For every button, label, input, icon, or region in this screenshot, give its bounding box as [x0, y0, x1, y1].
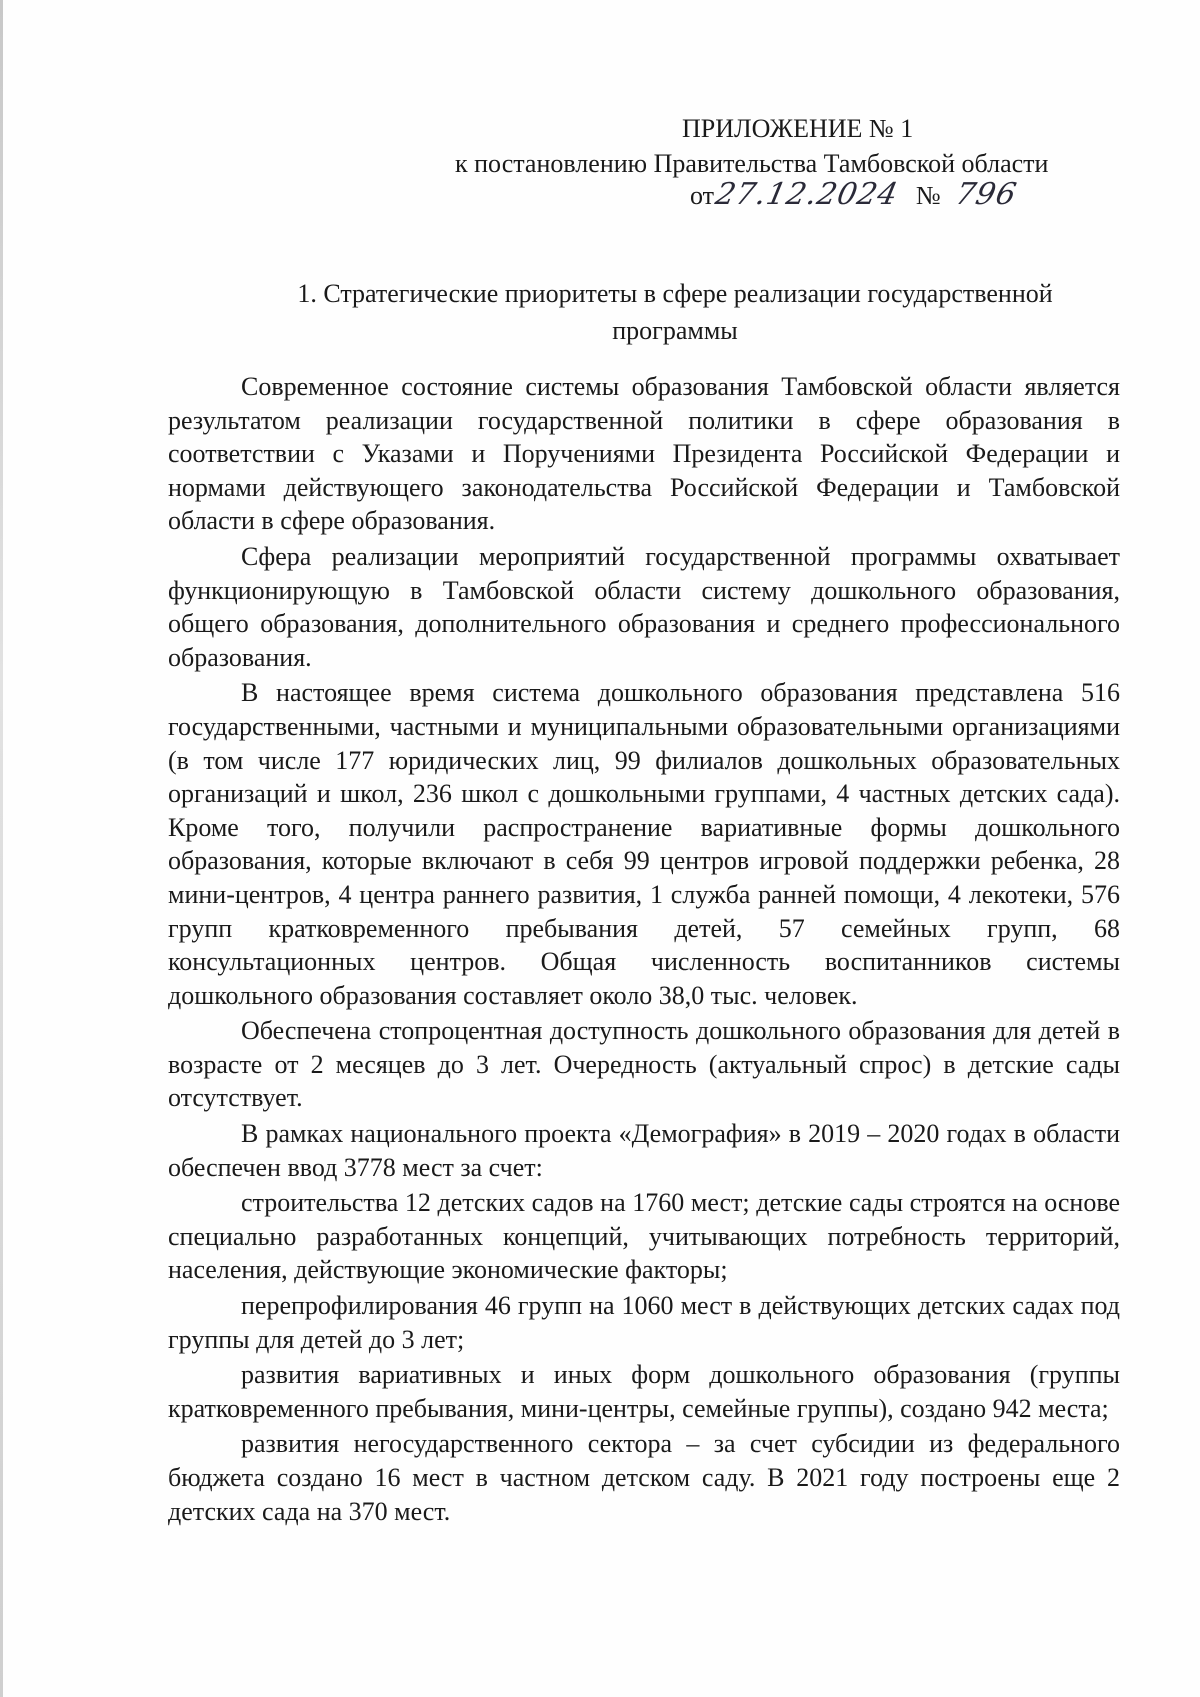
section-title: 1. Стратегические приоритеты в сфере реализации государственной программы: [297, 279, 1053, 345]
paragraph: В рамках национального проекта «Демография» в 2019 – 2020 годах в области обеспечен ввод 3778 мест за счет:: [168, 1119, 1120, 1182]
paragraph: развития вариативных и иных форм дошкольного образования (группы кратковременного пребывания, мини-центры, семейные группы), создано 942 места;: [168, 1360, 1120, 1423]
paragraph: В настоящее время система дошкольного образования представлена 516 государственными, частными и муниципальными образовательными организациями (в том числе 177 юридических лиц, 99 филиалов дошкольных образовательных организаций и школ, 236 школ с дошкольными группами, 4 частных детских сада). Кроме того, получили распространение вариативные формы дошкольного образования, которые включают в себя 99 центров игровой поддержки ребенка, 28 мини-центров, 4 центра раннего развития, 1 служба ранней помощи, 4 лекотеки, 576 групп кратковременного пребывания детей, 57 семейных групп, 68 консультационных центров. Общая численность воспитанников системы дошкольного образования составляет около 38,0 тыс. человек.: [168, 678, 1120, 1010]
paragraph: Сфера реализации мероприятий государственной программы охватывает функционирующую в Тамбовской области систему дошкольного образования, общего образования, дополнительного образования и среднего профессионального образования.: [168, 541, 1120, 672]
handwritten-number: 796: [952, 177, 1020, 212]
resolution-date-number: [690, 177, 1020, 213]
date-prefix: от: [690, 181, 715, 210]
paragraph: Современное состояние системы образования Тамбовской области является результатом реализации государственной политики в сфере образования в соответствии с Указами и Поручениями Президента Российской Федерации и нормами действующего законодательства Российской Федерации и Тамбовской области в сфере образования.: [168, 372, 1120, 536]
resolution-reference: к постановлению Правительства Тамбовской области: [455, 149, 1049, 178]
appendix-title: ПРИЛОЖЕНИЕ № 1: [682, 114, 914, 143]
number-label: №: [915, 181, 942, 210]
handwritten-date: 27.12.2024: [712, 177, 902, 212]
scan-edge: [0, 0, 3, 1697]
paragraph: строительства 12 детских садов на 1760 мест; детские сады строятся на основе специально разработанных концепций, учитывающих потребность территорий, населения, действующие экономические факторы;: [168, 1188, 1120, 1285]
paragraph: Обеспечена стопроцентная доступность дошкольного образования для детей в возрасте от 2 месяцев до 3 лет. Очередность (актуальный спрос) в детские сады отсутствует.: [168, 1016, 1120, 1113]
paragraph: перепрофилирования 46 групп на 1060 мест в действующих детских садах под группы для детей до 3 лет;: [168, 1291, 1120, 1354]
body-text: [168, 370, 1120, 1530]
paragraph: развития негосударственного сектора – за счет субсидии из федерального бюджета создано 16 мест в частном детском саду. В 2021 году построены еще 2 детских сада на 370 мест.: [168, 1429, 1120, 1526]
